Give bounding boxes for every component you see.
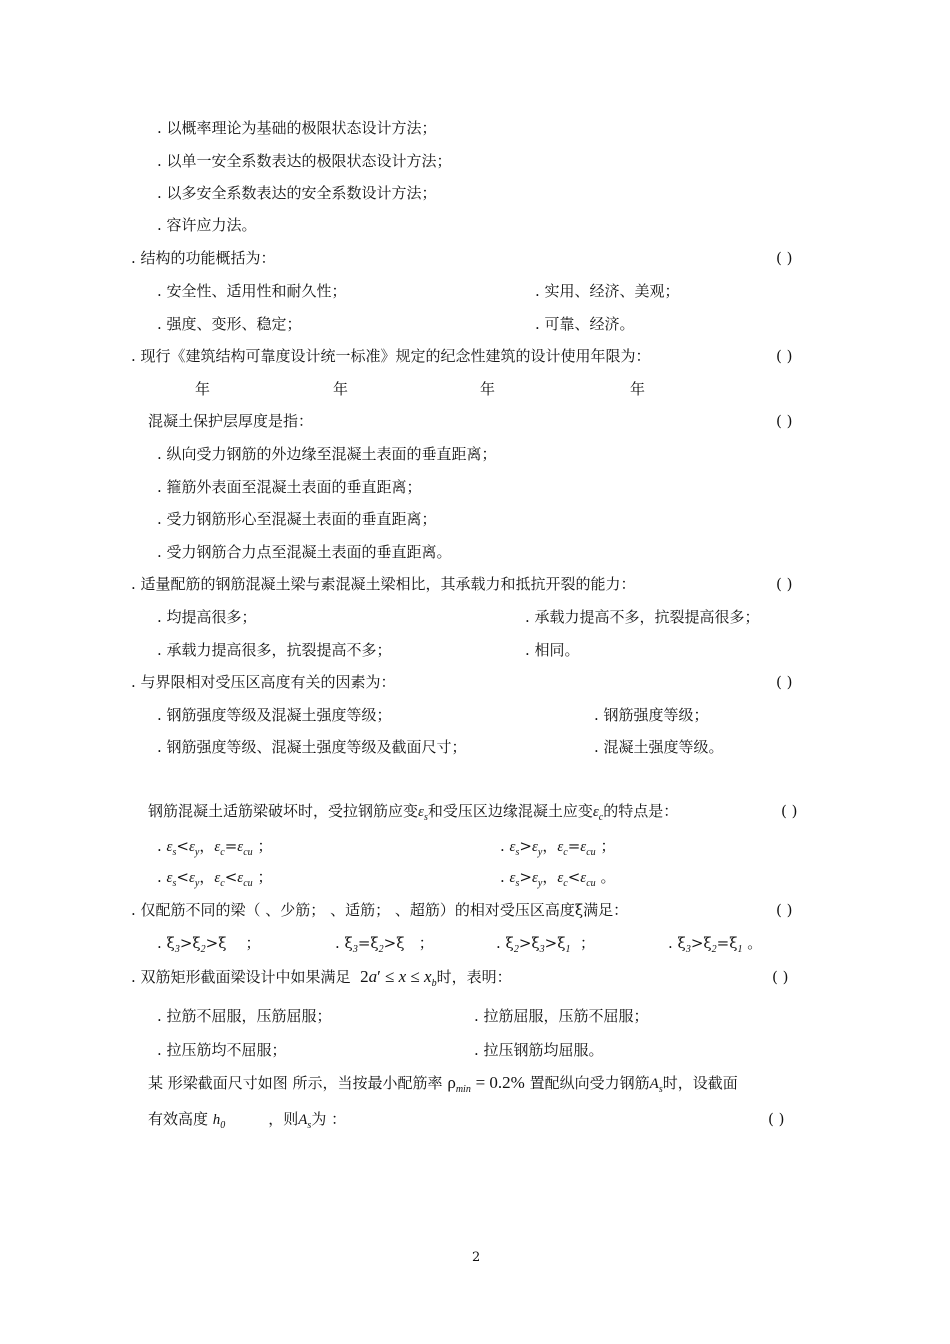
q7-answer-paren: ( ) — [781, 802, 798, 820]
q4-option-a: . 纵向受力钢筋的外边缘至混凝土表面的垂直距离； — [157, 445, 497, 463]
q8-answer-paren: ( ) — [776, 901, 793, 919]
q5-option-b: . 承载力提高不多，抗裂提高很多； — [525, 608, 760, 626]
q7-option-a: . $\varepsilon_s<\varepsilon_y$，$\varepsilon_c=\varepsilon_{cu}$ ； — [157, 837, 273, 858]
page-number: 2 — [472, 1250, 481, 1265]
q9-stem: . 双筋矩形截面梁设计中如果满足 $2a' \le x \le x_b$时，表明： — [131, 967, 512, 989]
q8-option-c: . $\xi_2>\xi_3>\xi_1$ ； — [496, 934, 596, 955]
q8-option-d: . $\xi_3>\xi_2=\xi_1$ 。 — [668, 934, 763, 955]
q5-option-c: . 承载力提高很多，抗裂提高不多； — [157, 641, 392, 659]
q5-option-a: . 均提高很多； — [157, 608, 257, 626]
q9-option-c: . 拉压筋均不屈服； — [157, 1041, 287, 1059]
q3-option-b: 年 — [333, 380, 349, 398]
q2-option-b: . 实用、经济、美观； — [535, 282, 680, 300]
q8-option-b: . $\xi_3=\xi_2>\xi$ ； — [335, 934, 434, 955]
q5-answer-paren: ( ) — [776, 575, 793, 593]
q7-option-c: . $\varepsilon_s<\varepsilon_y$，$\varepsilon_c<\varepsilon_{cu}$ ； — [157, 868, 273, 889]
q10-line1: 某 形梁截面尺寸如图 所示，当按最小配筋率 $\rho_{min} = 0.2\%$ 置配纵向受力钢筋$A_s$时，设截面 — [148, 1073, 738, 1095]
q9-option-a: . 拉筋不屈服，压筋屈服； — [157, 1007, 332, 1025]
q9-option-d: . 拉压钢筋均屈服。 — [474, 1041, 604, 1059]
q1-option-a: . 以概率理论为基础的极限状态设计方法； — [157, 119, 437, 137]
q3-stem: . 现行《建筑结构可靠度设计统一标准》规定的纪念性建筑的设计使用年限为： — [131, 347, 651, 365]
q5-stem: . 适量配筋的钢筋混凝土梁与素混凝土梁相比，其承载力和抵抗开裂的能力： — [131, 575, 636, 593]
q6-option-a: . 钢筋强度等级及混凝土强度等级； — [157, 706, 392, 724]
q4-option-d: . 受力钢筋合力点至混凝土表面的垂直距离。 — [157, 543, 452, 561]
q3-answer-paren: ( ) — [776, 347, 793, 365]
q4-option-c: . 受力钢筋形心至混凝土表面的垂直距离； — [157, 510, 437, 528]
q4-answer-paren: ( ) — [776, 412, 793, 430]
q10-line2: 有效高度 $h_0$ ，则$A_s$为 ： — [148, 1110, 347, 1131]
q7-option-b: . $\varepsilon_s>\varepsilon_y$，$\varepsilon_c=\varepsilon_{cu}$ ； — [500, 837, 616, 858]
q6-stem: . 与界限相对受压区高度有关的因素为： — [131, 673, 396, 691]
q1-option-d: . 容许应力法。 — [157, 216, 257, 234]
q2-stem: . 结构的功能概括为： — [131, 249, 276, 267]
q6-option-d: . 混凝土强度等级。 — [594, 738, 724, 756]
q6-answer-paren: ( ) — [776, 673, 793, 691]
q2-answer-paren: ( ) — [776, 249, 793, 267]
q2-option-d: . 可靠、经济。 — [535, 315, 635, 333]
q7-stem: 钢筋混凝土适筋梁破坏时，受拉钢筋应变$\varepsilon_s$和受压区边缘混凝土应变$\varepsilon_c$的特点是： — [148, 802, 679, 823]
q8-stem: . 仅配筋不同的梁（ 、少筋； 、适筋； 、超筋）的相对受压区高度ξ满足： — [131, 901, 629, 919]
q8-option-a: . $\xi_3>\xi_2>\xi$ ； — [157, 934, 261, 955]
q6-option-b: . 钢筋强度等级； — [594, 706, 709, 724]
q4-stem: 混凝土保护层厚度是指： — [148, 412, 314, 430]
q3-option-c: 年 — [480, 380, 496, 398]
q5-option-d: . 相同。 — [525, 641, 580, 659]
q3-option-d: 年 — [630, 380, 646, 398]
q2-option-c: . 强度、变形、稳定； — [157, 315, 302, 333]
q9-answer-paren: ( ) — [772, 968, 789, 986]
q6-option-c: . 钢筋强度等级、混凝土强度等级及截面尺寸； — [157, 738, 467, 756]
q2-option-a: . 安全性、适用性和耐久性； — [157, 282, 347, 300]
q10-answer-paren: ( ) — [768, 1110, 785, 1128]
q9-option-b: . 拉筋屈服，压筋不屈服； — [474, 1007, 649, 1025]
q1-option-b: . 以单一安全系数表达的极限状态设计方法； — [157, 152, 452, 170]
q3-option-a: 年 — [195, 380, 211, 398]
q7-option-d: . $\varepsilon_s>\varepsilon_y$，$\varepsilon_c<\varepsilon_{cu}$ 。 — [500, 868, 616, 889]
q4-option-b: . 箍筋外表面至混凝土表面的垂直距离； — [157, 478, 422, 496]
q1-option-c: . 以多安全系数表达的安全系数设计方法； — [157, 184, 437, 202]
